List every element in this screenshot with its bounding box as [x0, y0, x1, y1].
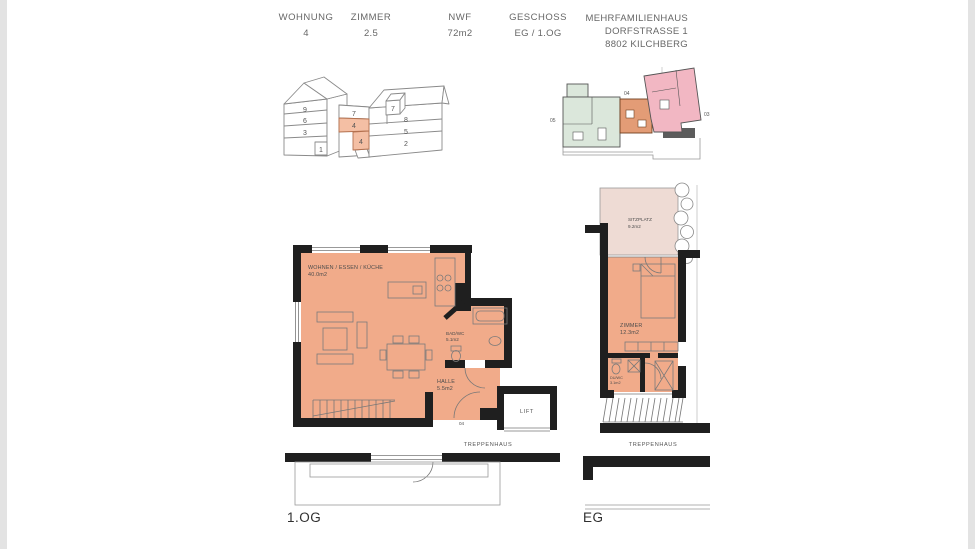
site-label-05: 05 — [550, 118, 556, 124]
header-col-zimmer — [336, 12, 406, 39]
1og-room-wohnen-label: WOHNEN / ESSEN / KÜCHE — [308, 265, 384, 271]
axon-unit-6: 6 — [303, 118, 307, 125]
eg-room-zimmer-area: 12.3m2 — [620, 330, 640, 336]
building-address — [558, 12, 688, 51]
plan-eg — [583, 180, 713, 530]
eg-room-duwc-label: DU/WC — [610, 376, 623, 380]
1og-lift-label: LIFT — [520, 409, 534, 415]
building-axonometric-diagram — [272, 60, 452, 170]
nwf-value: 72m2 — [447, 28, 473, 39]
axon-unit-7-dormer: 7 — [391, 106, 395, 113]
site-unit-03-pink — [644, 68, 701, 132]
site-unit-04-orange — [620, 99, 652, 133]
axon-unit-5: 5 — [404, 129, 408, 136]
site-unit-05-green — [563, 84, 620, 147]
eg-room-sitzplatz-area: 9.2m2 — [628, 224, 641, 229]
eg-stairwell-label: TREPPENHAUS — [628, 442, 678, 448]
wohnung-label: WOHNUNG — [278, 12, 334, 23]
1og-floor-label: 1.OG — [287, 510, 322, 525]
plan-1og — [283, 220, 573, 530]
1og-apartment-area — [301, 245, 504, 420]
eg-stairs-hatching — [603, 398, 683, 422]
axon-unit-1: 1 — [319, 147, 323, 154]
axon-unit-4-upper: 4 — [352, 123, 356, 130]
eg-room-duwc-area: 3.1m2 — [610, 381, 621, 385]
1og-entry-door-number: 04 — [459, 421, 465, 426]
nwf-label: NWF — [448, 12, 472, 23]
1og-room-halle-label: HALLE — [437, 379, 456, 385]
1og-room-bad-area: 5.1m2 — [446, 337, 459, 342]
address-line1: MEHRFAMILIENHAUS — [585, 13, 688, 24]
zimmer-label: ZIMMER — [350, 12, 392, 23]
axon-unit-2: 2 — [404, 141, 408, 148]
header-col-nwf — [425, 12, 495, 39]
1og-room-halle-area: 5.5m2 — [437, 386, 453, 392]
page-edge-right — [968, 0, 975, 549]
eg-room-zimmer-label: ZIMMER — [620, 323, 643, 329]
address-line3: 8802 KILCHBERG — [605, 39, 688, 50]
axon-unit-7-mid: 7 — [352, 111, 356, 118]
1og-room-wohnen-area: 40.0m2 — [308, 272, 328, 278]
axon-unit-3: 3 — [303, 130, 307, 137]
page-edge-left — [0, 0, 7, 549]
site-key-plan — [548, 62, 718, 162]
eg-facade-lines — [585, 505, 710, 509]
geschoss-value: EG / 1.OG — [514, 28, 562, 39]
site-label-04: 04 — [624, 91, 630, 97]
1og-room-bad-label: BAD/WC — [446, 331, 465, 336]
address-line2: DORFSTRASSE 1 — [604, 26, 688, 37]
zimmer-value: 2.5 — [363, 28, 379, 39]
eg-floor-label: EG — [583, 510, 604, 525]
geschoss-label: GESCHOSS — [509, 12, 567, 23]
wohnung-value: 4 — [303, 28, 309, 39]
1og-balcony — [295, 462, 500, 505]
site-label-03: 03 — [704, 112, 710, 118]
axon-unit-8: 8 — [404, 117, 408, 124]
1og-stairwell-label: TREPPENHAUS — [463, 442, 513, 448]
header-col-wohnung — [271, 12, 341, 39]
eg-room-sitzplatz-label: SITZPLATZ — [628, 217, 652, 222]
axon-unit-9: 9 — [303, 107, 307, 114]
axon-unit-4-lower: 4 — [359, 139, 363, 146]
